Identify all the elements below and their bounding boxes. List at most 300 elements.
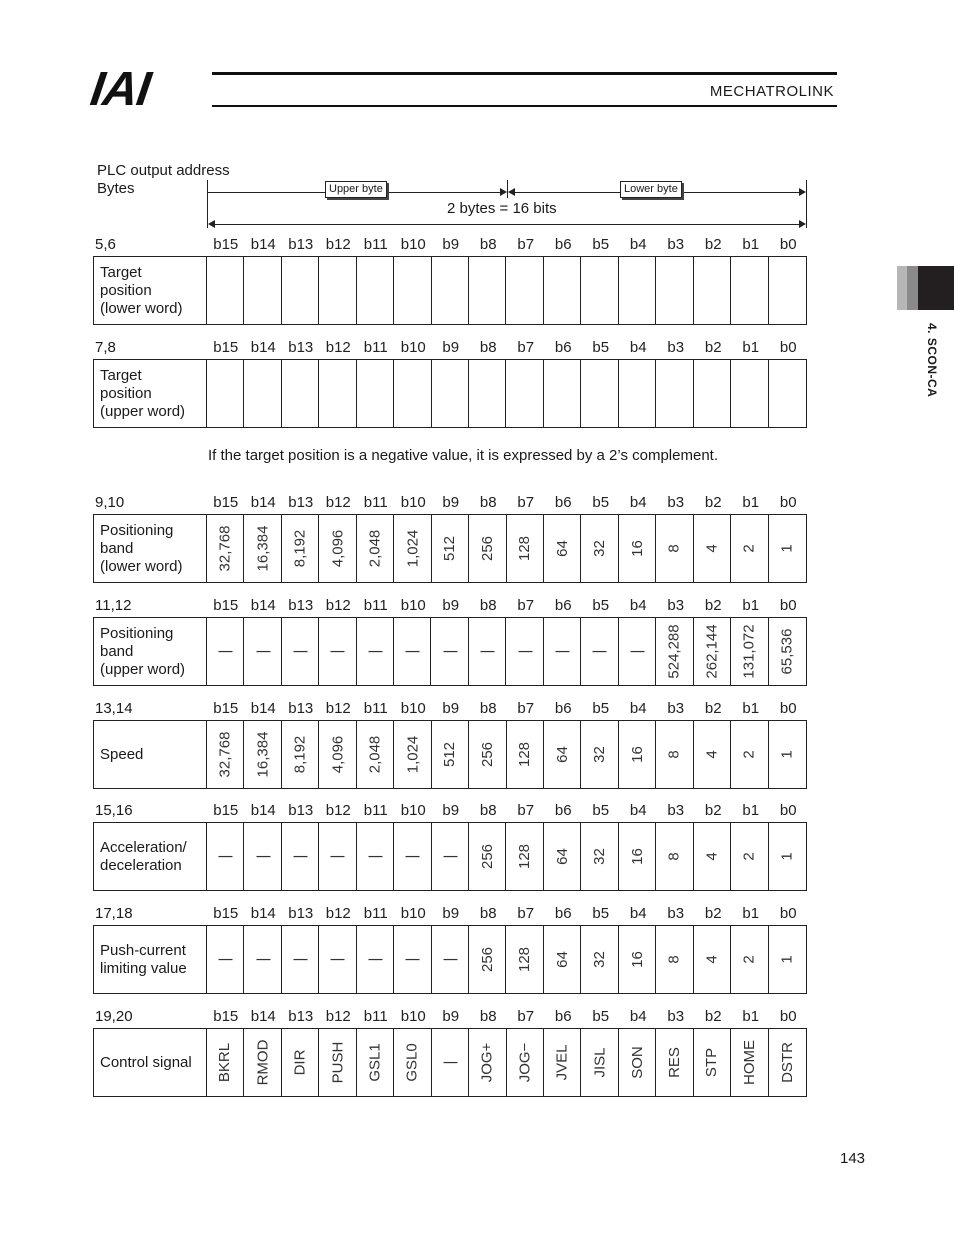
bit-cell [581, 1029, 618, 1096]
bit-label: b6 [554, 339, 572, 356]
bit-cell-value: 65,536 [778, 628, 796, 675]
bit-label: b12 [325, 905, 351, 922]
bit-cell [394, 823, 431, 890]
bit-label: b12 [325, 339, 351, 356]
bit-cell [619, 1029, 656, 1096]
bit-cell-value: PUSH [328, 1041, 346, 1084]
bit-header-row [207, 700, 807, 720]
bit-cell-value: | [478, 649, 496, 654]
bit-label: b12 [325, 494, 351, 511]
bit-cell [319, 721, 357, 788]
bit-cell [656, 360, 693, 427]
page-number: 143 [840, 1150, 866, 1167]
bit-cell-value: DSTR [778, 1042, 796, 1083]
bit-label: b11 [363, 236, 388, 253]
bit-cell-value: STP [703, 1047, 721, 1078]
bit-cell [469, 515, 506, 582]
bit-cell [656, 926, 693, 993]
bit-label: b6 [554, 700, 572, 717]
bit-label: b8 [479, 905, 497, 922]
bit-cell-value: JOG+ [478, 1042, 496, 1083]
bit-cell [319, 360, 356, 427]
bit-label: b11 [363, 339, 388, 356]
bit-cell-value: 262,144 [703, 624, 721, 679]
bit-label: b5 [592, 597, 610, 614]
bit-cell [394, 1029, 432, 1096]
bit-cell-value: 8 [666, 750, 684, 759]
bit-cell [357, 926, 394, 993]
bit-cell [207, 515, 245, 582]
bit-cell-value: | [553, 649, 571, 654]
bit-cell [282, 721, 320, 788]
bit-cell-value: | [590, 649, 608, 654]
bit-cell [656, 1029, 693, 1096]
twos-complement-note: If the target position is a negative value, it is expressed by a 2’s complement. [208, 447, 718, 464]
bit-label: b4 [629, 700, 647, 717]
bit-cell [769, 1029, 807, 1096]
bit-label: b11 [363, 597, 388, 614]
bit-label: b9 [442, 597, 460, 614]
bit-cell-value: RMOD [253, 1039, 271, 1086]
bit-label: b2 [704, 905, 722, 922]
bits-arrowhead-right [799, 220, 806, 228]
bit-cell [694, 823, 731, 890]
bit-cell-value: 2,048 [366, 529, 384, 568]
bit-cell [544, 926, 581, 993]
bit-cell [769, 257, 806, 324]
bit-cell [282, 1029, 319, 1096]
bit-cell [431, 618, 468, 685]
bit-label: b10 [400, 905, 426, 922]
bit-cell-value: 524,288 [665, 624, 683, 679]
bit-cell [357, 823, 394, 890]
bit-label: b6 [554, 494, 572, 511]
bit-cell-value: GSL0 [403, 1043, 421, 1082]
bit-cell [769, 721, 806, 788]
bit-cell-value: 256 [478, 535, 496, 562]
bit-cell-value: | [291, 854, 309, 859]
register-row [93, 925, 807, 994]
bit-cell-value: | [441, 649, 459, 654]
bit-label: b14 [250, 905, 276, 922]
bit-cell [432, 515, 469, 582]
bit-cell [506, 926, 543, 993]
bit-cell-value: 512 [441, 535, 459, 562]
bit-label: b2 [704, 494, 722, 511]
bit-cell [731, 618, 769, 685]
iai-logo: IAI [87, 63, 154, 116]
bit-cell [694, 1029, 731, 1096]
bit-cell [319, 1029, 357, 1096]
bit-cell-value: 64 [553, 746, 571, 763]
bit-label: b13 [288, 700, 314, 717]
bit-cell-value: 4 [703, 544, 721, 553]
bit-cell [357, 257, 394, 324]
bit-cell [357, 721, 395, 788]
bit-label: b7 [517, 700, 535, 717]
bit-label: b6 [554, 597, 572, 614]
header-rule-top [212, 72, 837, 75]
bit-cell [207, 823, 244, 890]
bit-cell-value: 16,384 [254, 525, 272, 572]
bit-cell [319, 257, 356, 324]
register-address: 7,8 [95, 339, 116, 356]
bit-label: b8 [479, 700, 497, 717]
bit-cell [507, 1029, 545, 1096]
bit-cell [282, 257, 319, 324]
bit-header-row [207, 1008, 807, 1028]
bit-cell [432, 1029, 469, 1096]
bit-cell-value: 32 [591, 951, 609, 968]
bit-label: b7 [517, 236, 535, 253]
bit-label: b3 [667, 802, 685, 819]
bit-label: b8 [479, 339, 497, 356]
bit-cell-value: 1 [778, 852, 796, 861]
bit-label: b0 [779, 339, 797, 356]
bit-cell-value: 256 [478, 741, 496, 768]
bit-cell [207, 257, 244, 324]
bit-label: b13 [288, 597, 314, 614]
register-address: 9,10 [95, 494, 125, 511]
bit-cell-value: SON [628, 1046, 646, 1079]
header-title: MECHATROLINK [709, 83, 834, 100]
bit-cell [544, 515, 581, 582]
bit-label: b7 [517, 494, 535, 511]
bit-label: b3 [667, 339, 685, 356]
bit-cell [656, 618, 694, 685]
bit-cell [432, 257, 469, 324]
register-row [93, 359, 807, 428]
bit-cell [244, 1029, 282, 1096]
bit-label: b0 [779, 597, 797, 614]
bit-cell [207, 360, 244, 427]
bit-label: b14 [250, 597, 276, 614]
bit-cell [619, 618, 656, 685]
bit-label: b1 [742, 597, 760, 614]
bit-cell-value: 4 [703, 852, 721, 861]
plc-output-address-label: PLC output address [97, 162, 230, 179]
bit-cell-value: 32 [591, 848, 609, 865]
bit-cell [244, 823, 281, 890]
bit-cell [581, 721, 618, 788]
bit-label: b0 [779, 802, 797, 819]
bit-label: b6 [554, 1008, 572, 1025]
bit-header-row [207, 494, 807, 514]
bit-label: b3 [667, 494, 685, 511]
bit-cell-value: HOME [740, 1040, 758, 1085]
bit-label: b15 [213, 1008, 239, 1025]
bit-cell [656, 823, 693, 890]
bit-label: b14 [250, 339, 276, 356]
bit-cell [544, 360, 581, 427]
register-row [93, 617, 807, 686]
register-address: 17,18 [95, 905, 133, 922]
bit-cell [731, 257, 768, 324]
bit-label: b9 [442, 1008, 460, 1025]
side-tab-stripe-light [897, 266, 907, 310]
bit-cell [769, 823, 806, 890]
bit-cell-value: 16 [628, 540, 646, 557]
upper-byte-box: Upper byte [325, 181, 387, 198]
bit-label: b1 [742, 802, 760, 819]
bit-cell [282, 618, 319, 685]
register-row [93, 256, 807, 325]
bit-cell [619, 823, 656, 890]
register-row [93, 720, 807, 789]
bit-label: b14 [250, 494, 276, 511]
bit-cell [581, 823, 618, 890]
bit-cell [544, 721, 581, 788]
bit-cell-value: | [254, 957, 272, 962]
register-address: 19,20 [95, 1008, 133, 1025]
bit-label: b8 [479, 802, 497, 819]
bit-cell [581, 515, 618, 582]
bit-cell-value: | [366, 649, 384, 654]
bit-cell [357, 360, 394, 427]
bit-label: b0 [779, 236, 797, 253]
bit-cell-value: | [441, 854, 459, 859]
bit-label: b15 [213, 700, 239, 717]
bit-cell-value: | [366, 957, 384, 962]
span-right-tick [806, 180, 807, 228]
bit-cell [694, 721, 731, 788]
bit-cell-value: 1 [778, 750, 796, 759]
bit-label: b11 [363, 802, 388, 819]
bit-cell [207, 926, 244, 993]
bit-cell [581, 257, 618, 324]
bit-cell-value: 8,192 [291, 735, 309, 774]
bit-label: b14 [250, 236, 276, 253]
bit-label: b10 [400, 700, 426, 717]
bit-header-row [207, 339, 807, 359]
bit-label: b5 [592, 700, 610, 717]
bit-cell [469, 618, 506, 685]
bit-label: b1 [742, 905, 760, 922]
bit-cell-value: 256 [478, 946, 496, 973]
register-address: 11,12 [95, 597, 132, 614]
bit-label: b14 [250, 802, 276, 819]
bit-cell [619, 926, 656, 993]
bit-label: b11 [363, 700, 388, 717]
bit-cell [506, 360, 543, 427]
bit-label: b9 [442, 802, 460, 819]
bit-cell [694, 515, 731, 582]
bit-label: b1 [742, 339, 760, 356]
bit-label: b4 [629, 1008, 647, 1025]
bit-label: b10 [400, 802, 426, 819]
bit-label: b8 [479, 1008, 497, 1025]
bit-label: b5 [592, 1008, 610, 1025]
bit-cell [469, 823, 506, 890]
bit-cell [432, 360, 469, 427]
bit-cell [731, 721, 768, 788]
bit-cell [544, 1029, 581, 1096]
bit-label: b3 [667, 905, 685, 922]
lower-byte-arrowhead-left [508, 188, 515, 196]
bit-cell [507, 515, 544, 582]
bit-label: b5 [592, 802, 610, 819]
bits-span-label: 2 bytes = 16 bits [447, 200, 557, 217]
bit-cell [469, 360, 506, 427]
bit-label: b9 [442, 700, 460, 717]
bit-cell-value: JOG− [516, 1042, 534, 1083]
bit-label: b13 [288, 494, 314, 511]
side-tab-marker [918, 266, 954, 310]
bit-cell [319, 926, 356, 993]
bit-label: b0 [779, 494, 797, 511]
bit-cell [731, 926, 768, 993]
bit-cell-value: 2 [740, 544, 758, 553]
bit-cell [244, 515, 282, 582]
bit-cell [207, 1029, 245, 1096]
bit-label: b13 [288, 339, 314, 356]
register-address: 5,6 [95, 236, 116, 253]
bit-cell-value: 131,072 [740, 624, 758, 679]
bit-label: b12 [325, 700, 351, 717]
bit-cell-value: | [328, 649, 346, 654]
bit-cell [769, 515, 806, 582]
bit-cell-value: 32 [591, 746, 609, 763]
bit-label: b10 [400, 236, 426, 253]
register-row [93, 514, 807, 583]
lower-byte-arrowhead-right [799, 188, 806, 196]
lower-byte-box: Lower byte [620, 181, 682, 198]
register-address: 13,14 [95, 700, 133, 717]
bit-cell-value: 1,024 [404, 735, 422, 774]
register-row [93, 1028, 807, 1097]
bit-cell [694, 257, 731, 324]
bit-label: b4 [629, 494, 647, 511]
bit-label: b0 [779, 905, 797, 922]
bit-cell-value: 1 [778, 544, 796, 553]
bit-cell-value: 32,768 [216, 525, 234, 572]
register-name: Positioning band (upper word) [94, 618, 207, 685]
bit-cell-value: 2,048 [366, 735, 384, 774]
bit-cell [394, 618, 431, 685]
bit-cell [469, 926, 506, 993]
bit-cell-value: 128 [516, 946, 534, 973]
bits-arrowhead-left [208, 220, 215, 228]
bit-label: b15 [213, 339, 239, 356]
bit-cell [619, 515, 656, 582]
bit-label: b15 [213, 494, 239, 511]
bit-cell-value: | [291, 649, 309, 654]
bit-label: b4 [629, 339, 647, 356]
bit-cell-value: JVEL [553, 1044, 571, 1081]
bit-cell-value: 128 [516, 741, 534, 768]
bit-label: b11 [363, 905, 388, 922]
bit-cell-value: | [516, 649, 534, 654]
side-tab-label: 4. SCON-CA [925, 323, 939, 398]
bit-cell [282, 823, 319, 890]
bit-cell [244, 257, 281, 324]
bit-cell [394, 926, 431, 993]
bit-cell-value: 2 [740, 955, 758, 964]
bit-label: b5 [592, 236, 610, 253]
side-tab-stripe-mid [907, 266, 918, 310]
bit-cell [656, 721, 693, 788]
bit-label: b7 [517, 339, 535, 356]
bit-label: b15 [213, 802, 239, 819]
bit-cell-value: 512 [441, 741, 459, 768]
bit-label: b8 [479, 236, 497, 253]
bit-label: b12 [325, 597, 351, 614]
bit-cell [319, 515, 357, 582]
bit-label: b13 [288, 236, 314, 253]
bit-label: b2 [704, 339, 722, 356]
bit-cell [207, 721, 245, 788]
bit-cell [506, 257, 543, 324]
bit-label: b8 [479, 597, 497, 614]
bit-cell-value: 64 [553, 540, 571, 557]
bit-cell [544, 823, 581, 890]
bit-label: b12 [325, 236, 351, 253]
bit-cell-value: JISL [591, 1047, 609, 1078]
bit-label: b2 [704, 700, 722, 717]
bit-label: b0 [779, 1008, 797, 1025]
bit-cell-value: 4,096 [329, 529, 347, 568]
bit-label: b2 [704, 1008, 722, 1025]
bit-cell-value: 128 [516, 843, 534, 870]
bit-cell-value: 64 [553, 848, 571, 865]
bit-label: b3 [667, 236, 685, 253]
bit-cell [581, 926, 618, 993]
bit-label: b14 [250, 1008, 276, 1025]
bit-label: b7 [517, 802, 535, 819]
bit-cell [506, 823, 543, 890]
bit-cell [694, 618, 732, 685]
bit-cell-value: 256 [478, 843, 496, 870]
register-name: Positioning band (lower word) [94, 515, 207, 582]
bit-cell-value: 4,096 [329, 735, 347, 774]
bit-cell [769, 360, 806, 427]
bit-header-row [207, 905, 807, 925]
bit-cell-value: RES [665, 1047, 683, 1078]
bit-cell [619, 721, 656, 788]
register-name: Speed [94, 721, 207, 788]
bit-label: b4 [629, 236, 647, 253]
bit-cell-value: | [328, 957, 346, 962]
bit-label: b7 [517, 597, 535, 614]
bit-header-row [207, 802, 807, 822]
bit-cell [731, 360, 768, 427]
bit-header-row [207, 597, 807, 617]
bit-cell [394, 360, 431, 427]
bit-header-row [207, 236, 807, 256]
bit-label: b13 [288, 905, 314, 922]
bit-label: b11 [363, 494, 388, 511]
register-address: 15,16 [95, 802, 133, 819]
bit-cell [394, 721, 432, 788]
bit-cell-value: 4 [703, 955, 721, 964]
bit-cell [469, 257, 506, 324]
bit-cell [357, 618, 394, 685]
bit-cell [207, 618, 244, 685]
register-row [93, 822, 807, 891]
bit-label: b1 [742, 494, 760, 511]
bit-label: b14 [250, 700, 276, 717]
bit-cell [244, 360, 281, 427]
bit-cell-value: | [441, 957, 459, 962]
bit-cell [282, 515, 320, 582]
bit-cell [507, 721, 544, 788]
upper-byte-arrowhead [500, 188, 507, 196]
bit-cell [731, 515, 768, 582]
register-name: Control signal [94, 1029, 207, 1096]
bit-label: b4 [629, 597, 647, 614]
bit-cell-value: | [403, 854, 421, 859]
bit-cell-value: | [216, 957, 234, 962]
